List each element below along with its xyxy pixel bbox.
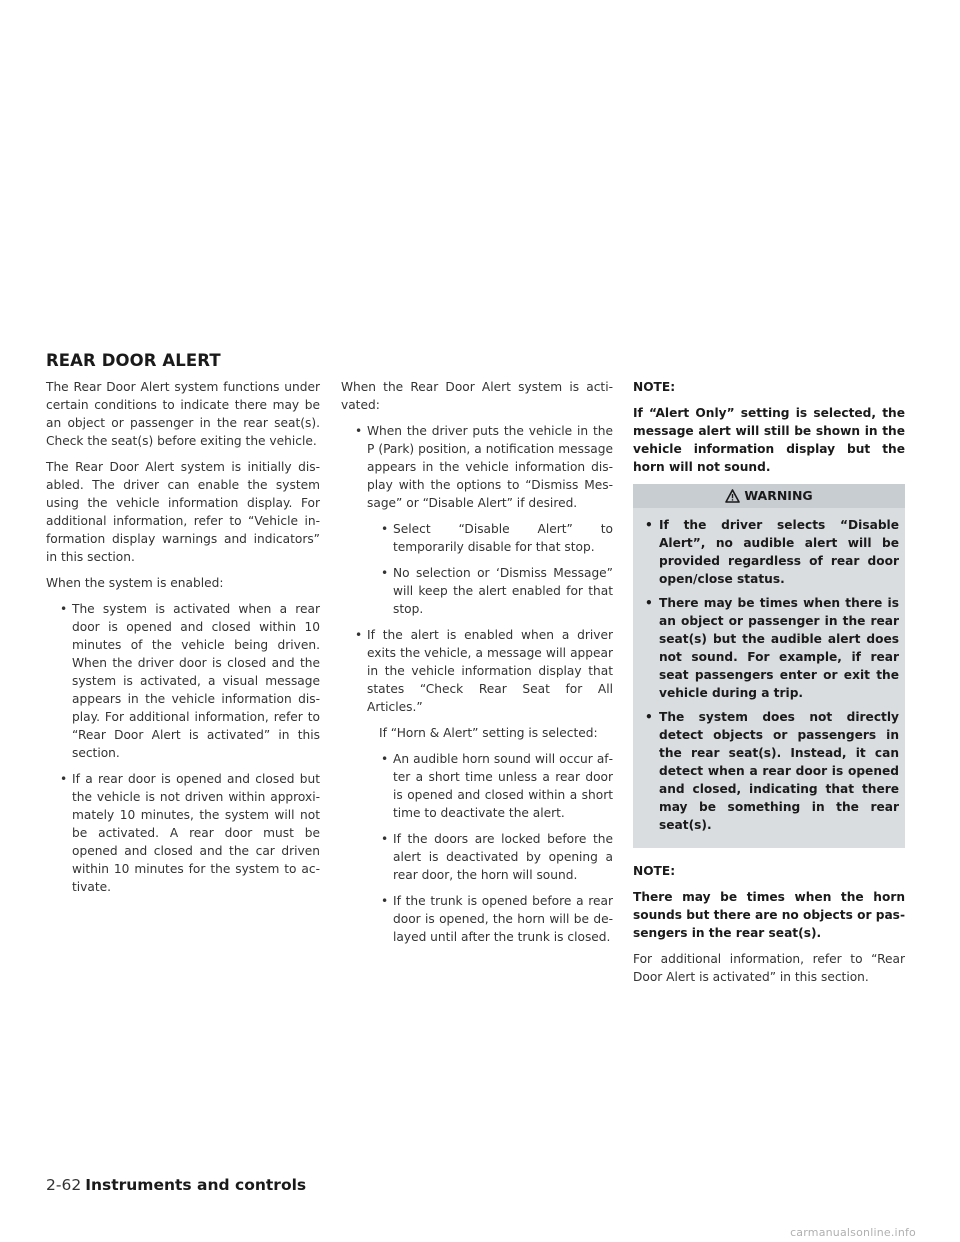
page-footer [46, 1176, 306, 1194]
note-label: NOTE: [633, 864, 676, 878]
horn-alert-intro: If “Horn & Alert” setting is selected: [379, 726, 598, 740]
warning-header [633, 484, 905, 508]
note-text: If “Alert Only” setting is selected, the message alert will still be shown in the vehicle information display but the horn will not sound. [633, 406, 905, 474]
warning-item: • The system does not directly detect objects or passengers in the rear seat(s). Instead, it can detect when a rear door is opened and closed, indicating that there may be something in the rear seat(s). [641, 708, 899, 834]
activated-intro: When the Rear Door Alert system is activated: [341, 380, 613, 412]
warning-item: • There may be times when there is an object or passenger in the rear seat(s) but the audible alert does not sound. For example, if rear seat passengers enter or exit the vehicle during a trip. [641, 594, 899, 702]
reference-paragraph: For additional information, refer to “Rear Door Alert is activated” in this section. [633, 952, 905, 984]
sub-list-item: • If the doors are locked before the alert is deactivated by opening a rear door, the horn will sound. [367, 830, 613, 884]
warning-item: • If the driver selects “Disable Alert”, no audible alert will be provided regardless of rear door open/close status. [641, 516, 899, 588]
warning-title: WARNING [744, 488, 813, 503]
enabled-list [46, 600, 320, 896]
note-text: There may be times when the horn sounds but there are no objects or passengers in the rear seat(s). [633, 890, 905, 940]
enabled-intro: When the system is enabled: [46, 576, 224, 590]
section-title: REAR DOOR ALERT [46, 351, 221, 370]
warning-box [633, 484, 905, 848]
column-1 [46, 378, 320, 904]
column-3 [633, 378, 905, 994]
chapter-title: Instruments and controls [85, 1176, 307, 1194]
sub-list [367, 750, 613, 946]
intro-paragraph: The Rear Door Alert system functions under certain conditions to indicate there may be an object or passenger in the rear seat(s). Check the seat(s) before exiting the vehicle. [46, 380, 320, 448]
note-label: NOTE: [633, 380, 676, 394]
list-item: • The system is activated when a rear door is opened and closed within 10 minutes of the vehicle being driven. When the driver door is closed and the system is activated, a visual message appears in the vehicle information display. For additional information, refer to “Rear Door Alert is activated” in this section. [46, 600, 320, 762]
initial-state-paragraph: The Rear Door Alert system is initially disabled. The driver can enable the system using the vehicle information display. For additional information, refer to “Vehicle information display warnings and indicators” in this section. [46, 460, 320, 564]
list-item: • If a rear door is opened and closed but the vehicle is not driven within approximately 10 minutes, the system will not be activated. A rear door must be opened and closed and the car driven within 10 minutes for the system to activate. [46, 770, 320, 896]
sub-list-item: • No selection or ‘Dismiss Message” will keep the alert enabled for that stop. [367, 564, 613, 618]
list-item [341, 626, 613, 946]
list-item [341, 422, 613, 618]
page-number: 2-62 [46, 1176, 82, 1194]
sub-list-item: • An audible horn sound will occur after a short time unless a rear door is opened and closed within a short time to deactivate the alert. [367, 750, 613, 822]
watermark: carmanualsonline.info [790, 1226, 916, 1239]
column-2 [341, 378, 613, 954]
warning-list [633, 508, 905, 834]
warning-triangle-icon [725, 489, 740, 503]
sub-list [367, 520, 613, 618]
activated-list [341, 422, 613, 946]
sub-list-item: • Select “Disable Alert” to temporarily disable for that stop. [367, 520, 613, 556]
list-item-text: If the alert is enabled when a driver exits the vehicle, a message will appear in the vehicle information display that states “Check Rear Seat for All Articles.” [367, 628, 613, 714]
list-item-text: When the driver puts the vehicle in the P (Park) position, a notification message appears in the vehicle information display with the options to “Dismiss Message” or “Disable Alert” if desired. [367, 424, 613, 510]
sub-list-item: • If the trunk is opened before a rear door is opened, the horn will be delayed until after the trunk is closed. [367, 892, 613, 946]
